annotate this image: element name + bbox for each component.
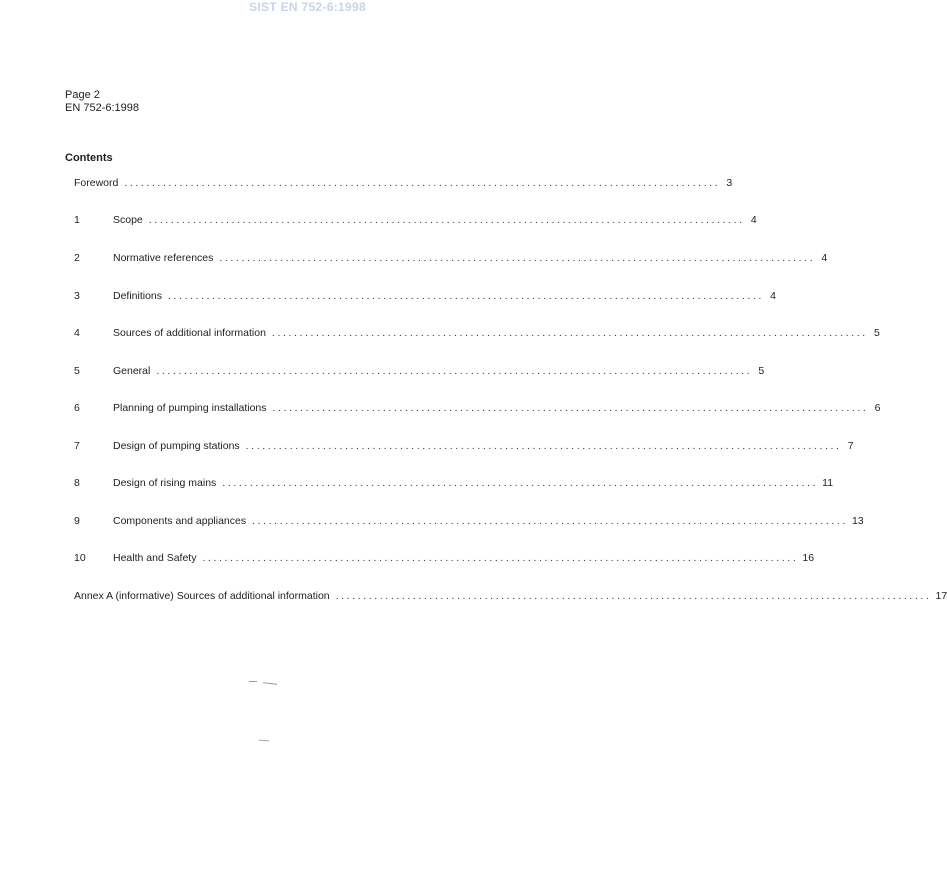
toc-row-planning[interactable] — [74, 401, 881, 415]
scan-artifact — [263, 682, 277, 684]
toc-entry-title: Design of pumping stations — [113, 440, 240, 452]
toc-page-number: 13 — [851, 515, 864, 527]
toc-leader-dots: ............................................................................................................ — [219, 252, 816, 264]
toc-row-foreword[interactable] — [74, 176, 733, 190]
toc-row-sources[interactable] — [74, 326, 880, 340]
toc-section-number: 6 — [74, 402, 80, 414]
toc-leader-dots: ............................................................................................................ — [168, 290, 764, 302]
page-header — [65, 89, 139, 115]
toc-entry-title: General — [113, 365, 151, 377]
toc-section-number: 5 — [74, 365, 80, 377]
toc-leader-dots: ............................................................................................................ — [202, 552, 799, 564]
toc-page-number: 6 — [874, 402, 881, 414]
toc-entry-title: Sources of additional information — [113, 327, 266, 339]
toc-entry-title: Definitions — [113, 290, 163, 302]
toc-row-definitions[interactable] — [74, 289, 776, 303]
toc-leader-dots: ............................................................................................................ — [272, 402, 869, 414]
toc-leader-dots: ............................................................................................................ — [245, 440, 842, 452]
toc-row-health-safety[interactable] — [74, 551, 815, 565]
toc-page-number: 11 — [822, 477, 834, 489]
toc-page-number: 7 — [847, 440, 854, 452]
toc-row-scope[interactable] — [74, 213, 757, 227]
toc-leader-dots: ............................................................................................................ — [271, 327, 868, 339]
toc-leader-dots: ............................................................................................................ — [335, 590, 932, 602]
toc-entry-title: Annex A (informative) Sources of additional information — [74, 590, 330, 602]
toc-section-number: 2 — [74, 252, 80, 264]
toc-entry-title: Health and Safety — [113, 552, 197, 564]
toc-entry-title: Scope — [113, 214, 143, 226]
toc-row-general[interactable] — [74, 364, 765, 378]
toc-section-number: 3 — [74, 290, 80, 302]
toc-row-components[interactable] — [74, 514, 864, 528]
toc-row-rising-mains[interactable] — [74, 476, 834, 490]
toc-section-number: 1 — [74, 214, 80, 226]
toc-row-normative-references[interactable] — [74, 251, 828, 265]
toc-entry-title: Foreword — [74, 177, 119, 189]
toc-page-number: 3 — [726, 177, 733, 189]
standard-id: EN 752-6:1998 — [65, 102, 139, 114]
toc-page-number: 5 — [873, 327, 880, 339]
toc-leader-dots: ............................................................................................................ — [252, 515, 848, 527]
toc-leader-dots: ............................................................................................................ — [222, 477, 819, 489]
toc-row-pumping-stations[interactable] — [74, 439, 854, 453]
watermark: SIST EN 752-6:1998 — [249, 0, 366, 14]
toc-section-number: 10 — [74, 552, 86, 564]
toc-row-annex-a[interactable] — [74, 589, 947, 603]
toc-page-number: 17 — [935, 590, 947, 602]
toc-section-number: 4 — [74, 327, 80, 339]
page-number: Page 2 — [65, 89, 100, 101]
toc-page-number: 5 — [758, 365, 765, 377]
toc-page-number: 4 — [750, 214, 757, 226]
scan-artifact — [259, 740, 269, 742]
toc-section-number: 7 — [74, 440, 80, 452]
toc-section-number: 8 — [74, 477, 80, 489]
toc-leader-dots: ............................................................................................................ — [156, 365, 753, 377]
toc-section-number: 9 — [74, 515, 80, 527]
scan-artifact — [249, 681, 257, 682]
toc-entry-title: Components and appliances — [113, 515, 247, 527]
toc-entry-title: Design of rising mains — [113, 477, 217, 489]
toc-entry-title: Normative references — [113, 252, 214, 264]
toc-leader-dots: ............................................................................................................ — [148, 214, 745, 226]
toc-leader-dots: ............................................................................................................ — [124, 177, 721, 189]
toc-page-number: 4 — [770, 290, 776, 302]
toc-page-number: 4 — [821, 252, 828, 264]
contents-title: Contents — [65, 152, 113, 164]
toc-entry-title: Planning of pumping installations — [113, 402, 267, 414]
toc-page-number: 16 — [802, 552, 815, 564]
